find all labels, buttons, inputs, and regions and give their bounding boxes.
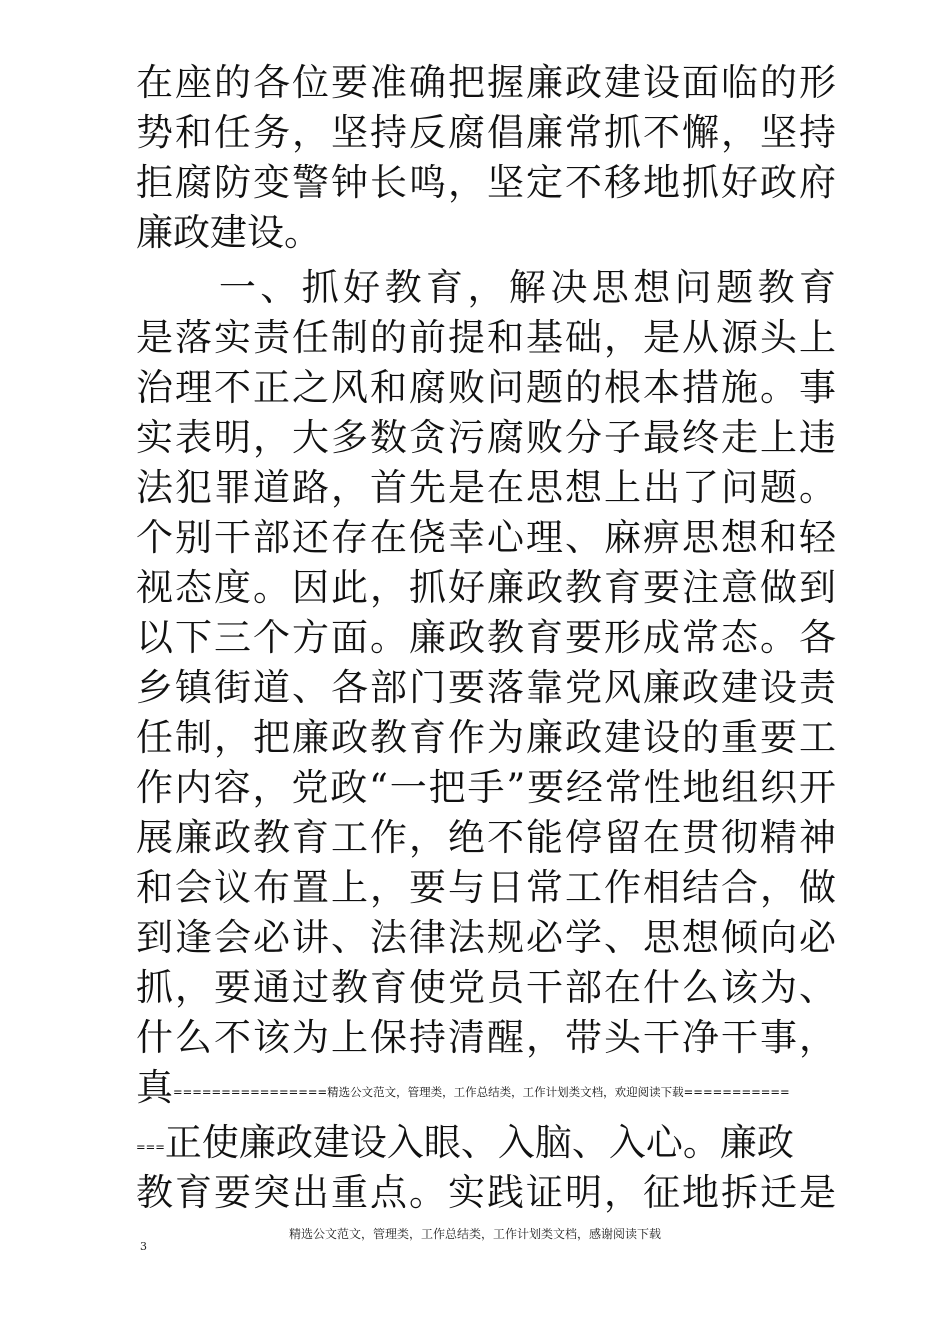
- paragraph-3: [136, 1168, 836, 1218]
- text-line: 廉政建设。: [136, 211, 321, 254]
- watermark-separator-row: [136, 1063, 836, 1113]
- text-line: 教育要突出重点。实践证明，征地拆迁是: [136, 1171, 836, 1214]
- document-body: [136, 58, 836, 1218]
- page-footer: 精选公文范文，管理类，工作总结类，工作计划类文档，感谢阅读下载: [288, 1227, 661, 1241]
- text-line: 一、抓好教育，解决思想问题教育: [136, 266, 836, 309]
- text-line: 治理不正之风和腐败问题的根本措施。事: [136, 366, 836, 409]
- continuation-row: [136, 1118, 836, 1168]
- text-line: 法犯罪道路，首先是在思想上出了问题。: [136, 466, 836, 509]
- text-line: 以下三个方面。廉政教育要形成常态。各: [136, 616, 836, 659]
- text-line: 任制，把廉政教育作为廉政建设的重要工: [136, 716, 836, 759]
- text-line: 是落实责任制的前提和基础，是从源头上: [136, 316, 836, 359]
- paragraph-1: [136, 58, 836, 258]
- text-line: 视态度。因此，抓好廉政教育要注意做到: [136, 566, 836, 609]
- text-line: 乡镇街道、各部门要落靠党风廉政建设责: [136, 666, 836, 709]
- text-fragment: 真: [136, 1066, 173, 1109]
- text-line: 展廉政教育工作，绝不能停留在贯彻精神: [136, 816, 836, 859]
- text-line: 在座的各位要准确把握廉政建设面临的形: [136, 61, 836, 104]
- text-line: 拒腐防变警钟长鸣，坚定不移地抓好政府: [136, 161, 836, 204]
- text-line: 作内容，党政“一把手”要经常性地组织开: [136, 766, 836, 809]
- text-line: 个别干部还存在侥幸心理、麻痹思想和轻: [136, 516, 836, 559]
- text-line: 正使廉政建设入眼、入脑、入心。廉政: [164, 1121, 794, 1164]
- text-line: 什么不该为上保持清醒，带头干净干事，: [136, 1016, 836, 1059]
- text-line: 和会议布置上，要与日常工作相结合，做: [136, 866, 836, 909]
- text-line: 到逢会必讲、法律法规必学、思想倾向必: [136, 916, 836, 959]
- text-line: 实表明，大多数贪污腐败分子最终走上违: [136, 416, 836, 459]
- page-number: 3: [140, 1240, 147, 1253]
- watermark-separator: ================精选公文范文，管理类，工作总结类，工作计划类文档，欢迎阅读下载===========: [173, 1085, 790, 1099]
- separator-tail: ===: [136, 1140, 165, 1154]
- text-line: 抓，要通过教育使党员干部在什么该为、: [136, 966, 836, 1009]
- text-line: 势和任务，坚持反腐倡廉常抓不懈，坚持: [136, 111, 836, 154]
- paragraph-2: [136, 263, 836, 1063]
